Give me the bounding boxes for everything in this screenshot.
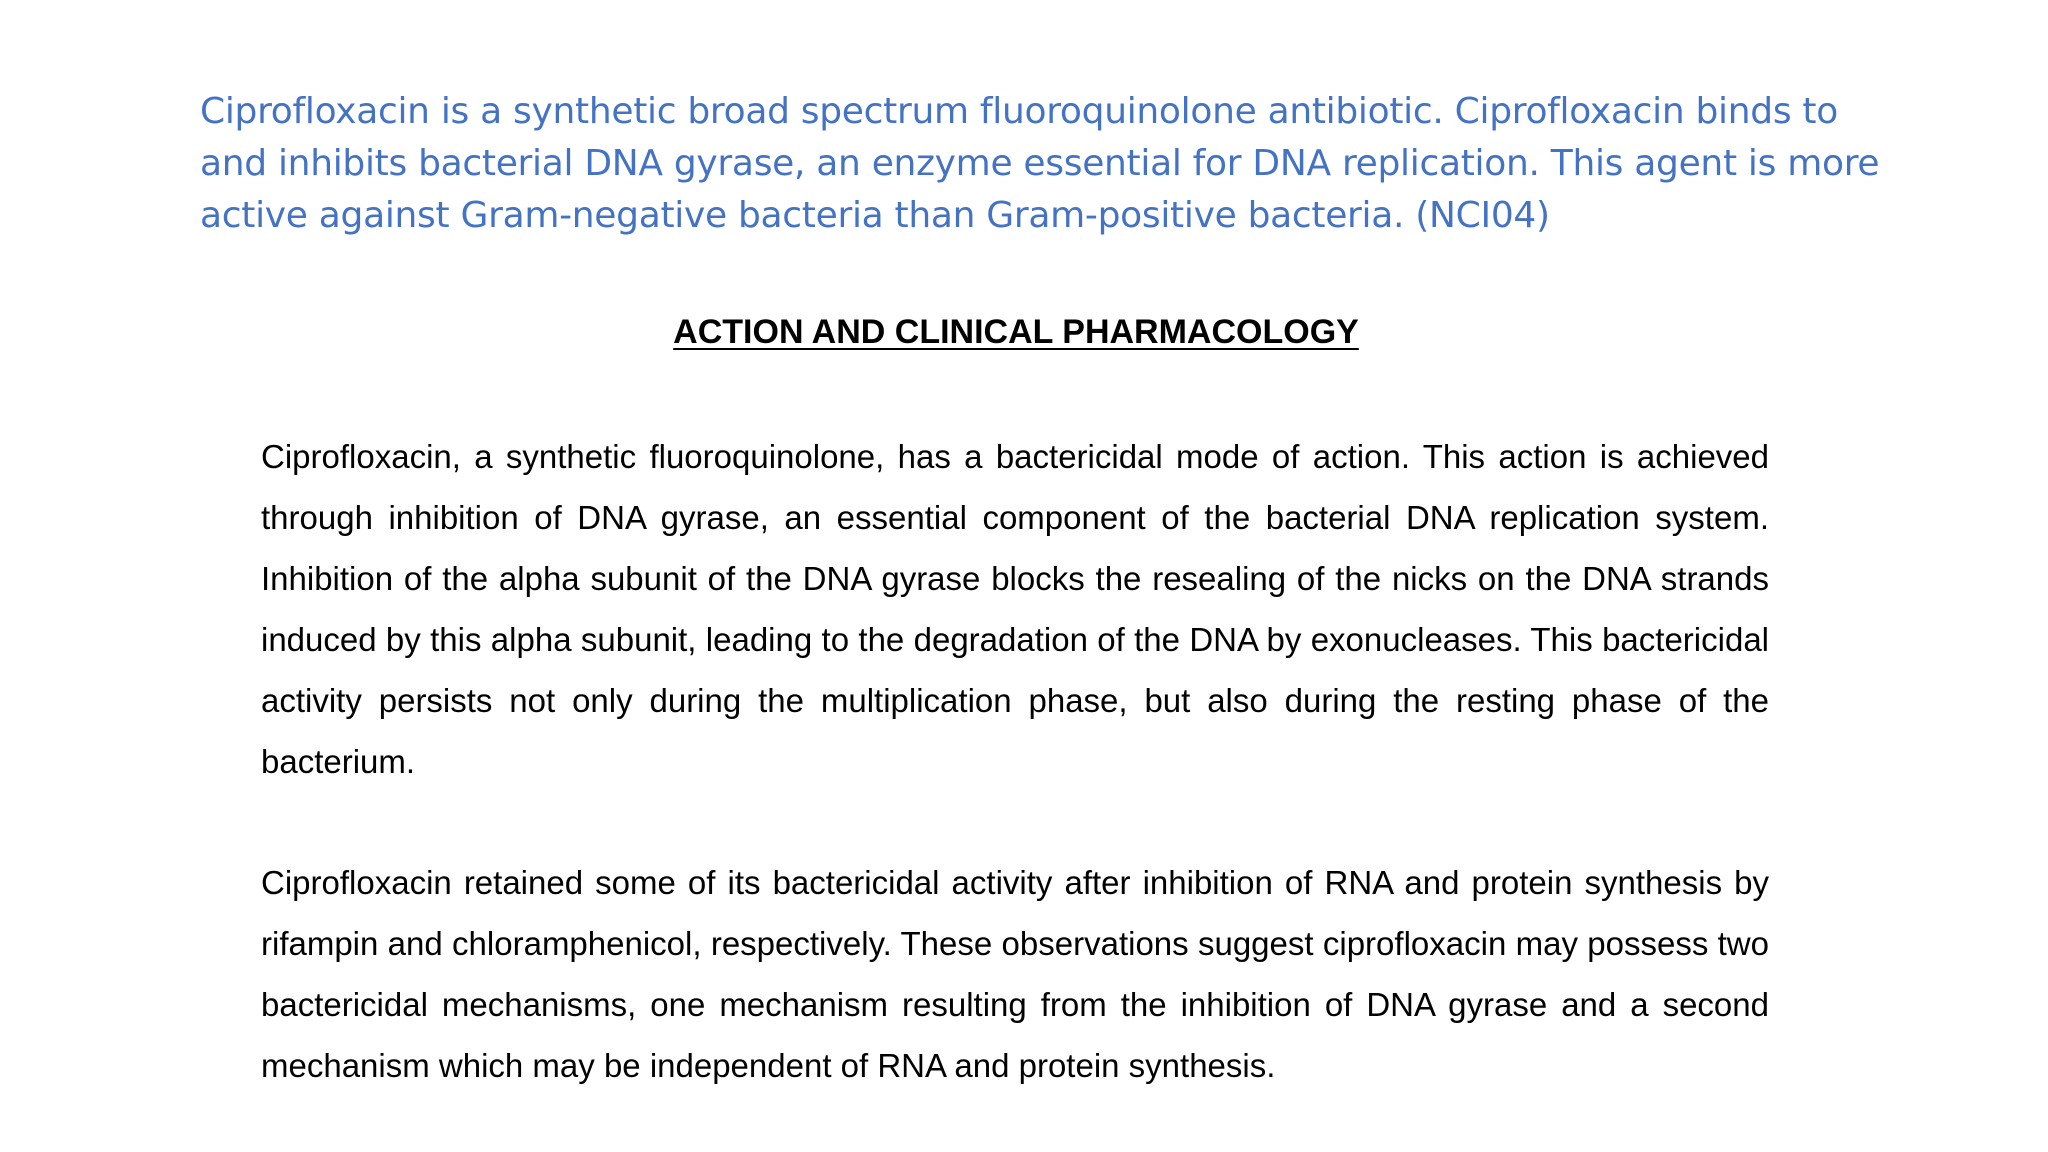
intro-summary: Ciprofloxacin is a synthetic broad spectrum fluoroquinolone antibiotic. Ciprofloxacin binds to and inhibits bacterial DNA gyrase, an enzyme essential for DNA replication. This agent is more active against Gram-negative bacteria than Gram-positive bacteria. (NCI04) <box>200 91 1880 236</box>
body-paragraph-mode-of-action: Ciprofloxacin, a synthetic fluoroquinolone, has a bactericidal mode of action. This action is achieved through inhibition of DNA gyrase, an essential component of the bacterial DNA replication system. Inhibition of the alpha subunit of the DNA gyrase blocks the resealing of the nicks on the DNA strands induced by this alpha subunit, leading to the degradation of the DNA by exonucleases. This bactericidal activity persists not only during the multiplication phase, but also during the resting phase of the bacterium. <box>261 438 1769 780</box>
section-heading: ACTION AND CLINICAL PHARMACOLOGY <box>673 313 1359 351</box>
body-paragraph-mechanisms: Ciprofloxacin retained some of its bactericidal activity after inhibition of RNA and protein synthesis by rifampin and chloramphenicol, respectively. These observations suggest ciprofloxacin may possess two bactericidal mechanisms, one mechanism resulting from the inhibition of DNA gyrase and a second mechanism which may be independent of RNA and protein synthesis. <box>261 864 1769 1084</box>
